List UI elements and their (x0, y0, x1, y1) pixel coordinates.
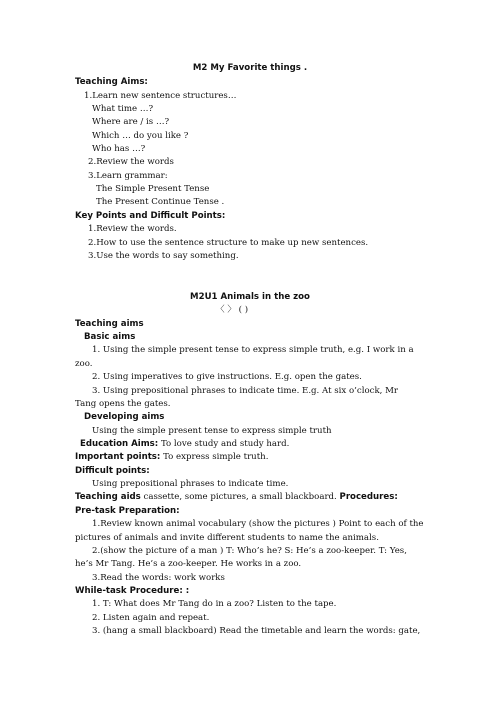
developing-aims-heading: Developing aims (84, 412, 165, 422)
teaching-aids-text: cassette, some pictures, a small blackboard. (140, 492, 340, 502)
important-points-text: To express simple truth. (160, 452, 269, 462)
basic-aim-3-cont: Tang opens the gates. (75, 399, 171, 409)
aim-item: 1.Learn new sentence structures… (84, 91, 237, 101)
while-task-heading: While-task Procedure: : (75, 586, 190, 596)
while-task-step-3: 3. (hang a small blackboard) Read the timetable and learn the words: gate, (92, 626, 421, 636)
aim-item: Who has …? (92, 144, 146, 154)
unit-subtitle: 〈 〉 ( ) (216, 305, 249, 315)
pre-task-heading: Pre-task Preparation: (75, 506, 180, 516)
key-points-heading: Key Points and Difficult Points: (75, 211, 226, 221)
education-aims (80, 439, 289, 450)
basic-aim-2: 2. Using imperatives to give instructions. E.g. open the gates. (92, 372, 362, 382)
basic-aim-1: 1. Using the simple present tense to express simple truth, e.g. I work in a (92, 345, 414, 355)
teaching-aims-heading: Teaching Aims: (75, 77, 148, 87)
education-aims-label: Education Aims: (80, 439, 159, 449)
key-point-item: 3.Use the words to say something. (88, 251, 239, 261)
aim-item: What time …? (92, 104, 154, 114)
difficult-points-label: Difficult points: (75, 466, 150, 476)
unit-title: M2U1 Animals in the zoo (190, 292, 310, 302)
key-point-item: 2.How to use the sentence structure to make up new sentences. (88, 238, 369, 248)
important-points-label: Important points: (75, 452, 161, 462)
while-task-step-2: 2. Listen again and repeat. (92, 613, 210, 623)
difficult-points-text: Using prepositional phrases to indicate time. (92, 479, 289, 489)
basic-aims-heading: Basic aims (84, 332, 136, 342)
pre-task-step-1-cont: pictures of animals and invite different students to name the animals. (75, 533, 379, 543)
important-points (75, 452, 268, 463)
basic-aim-3: 3. Using prepositional phrases to indicate time. E.g. At six o’clock, Mr (92, 386, 399, 396)
teaching-aims-heading-2: Teaching aims (75, 319, 144, 329)
teaching-aids (75, 492, 398, 503)
key-point-item: 1.Review the words. (88, 224, 177, 234)
aim-item: Which … do you like ? (92, 131, 189, 141)
teaching-aids-label: Teaching aids (75, 492, 141, 502)
education-aims-text: To love study and study hard. (158, 439, 290, 449)
developing-aims-text: Using the simple present tense to express simple truth (92, 426, 332, 436)
basic-aim-1-cont: zoo. (75, 359, 93, 369)
pre-task-step-3: 3.Read the words: work works (92, 573, 225, 583)
aim-item: 3.Learn grammar: (88, 171, 168, 181)
aim-item: The Simple Present Tense (96, 184, 210, 194)
while-task-step-1: 1. T: What does Mr Tang do in a zoo? Listen to the tape. (92, 599, 337, 609)
aim-item: Where are / is …? (92, 117, 170, 127)
pre-task-step-2: 2.(show the picture of a man ) T: Who’s he? S: He’s a zoo-keeper. T: Yes, (92, 546, 407, 556)
pre-task-step-1: 1.Review known animal vocabulary (show the pictures ) Point to each of the (92, 519, 424, 529)
module-title: M2 My Favorite things . (192, 63, 308, 73)
aim-item: The Present Continue Tense . (96, 197, 225, 207)
aim-item: 2.Review the words (88, 157, 174, 167)
procedures-label: Procedures: (339, 492, 398, 502)
pre-task-step-2-cont: he’s Mr Tang. He’s a zoo-keeper. He works in a zoo. (75, 559, 302, 569)
